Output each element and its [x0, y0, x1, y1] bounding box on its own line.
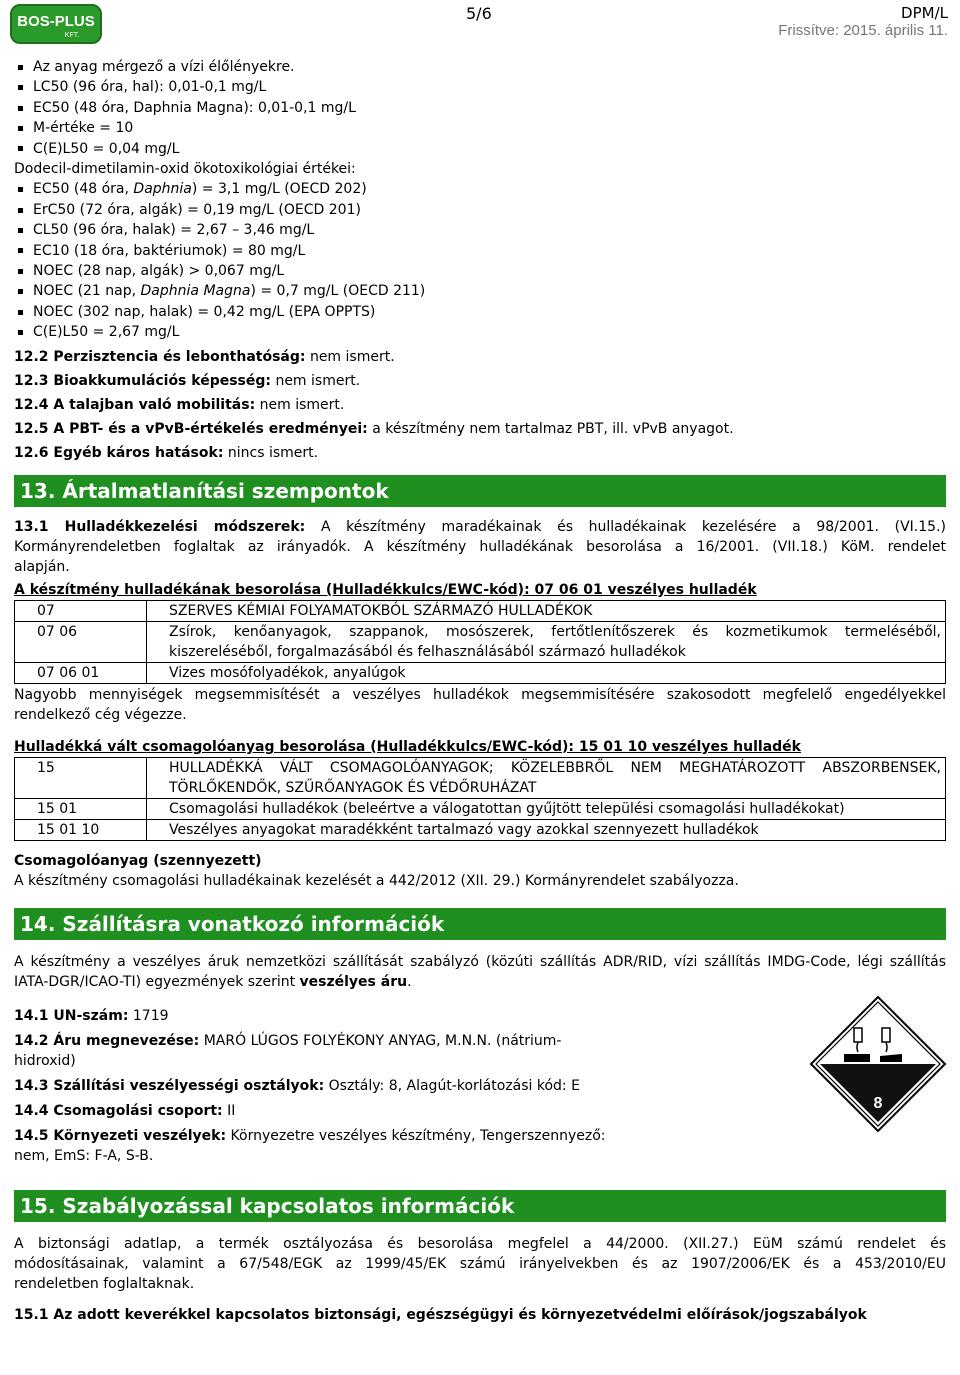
transport-item [14, 1031, 654, 1071]
bullet-text: C(E)L50 = 0,04 mg/L [33, 140, 180, 157]
toxicity-bullet-list [14, 57, 946, 159]
bullet-square-icon [18, 146, 23, 151]
table-row [15, 662, 946, 683]
waste-table-1 [14, 600, 946, 684]
doc-code: DPM/L [901, 4, 948, 22]
subsection-12-item [14, 443, 946, 463]
bullet-text: EC50 (48 óra, Daphnia Magna): 0,01-0,1 mg/L [33, 99, 356, 116]
table-row [15, 621, 946, 662]
table1-heading: A készítmény hulladékának besorolása (Hulladékkulcs/EWC-kód): 07 06 01 veszélyes hulladék [14, 581, 757, 598]
bullet-item [14, 98, 946, 118]
bullet-square-icon [18, 310, 23, 315]
transport-label: 14.1 UN-szám: [14, 1007, 129, 1024]
waste-code-cell: 07 06 01 [15, 662, 147, 683]
dodecil-bullet-list [14, 179, 946, 342]
section-13-1-paragraph [14, 517, 946, 537]
subsection-value: a készítmény nem tartalmaz PBT, ill. vPvB anyagot. [367, 420, 734, 437]
bullet-text: EC10 (18 óra, baktériumok) = 80 mg/L [33, 242, 306, 259]
waste-desc-cell: Zsírok, kenőanyagok, szappanok, mosószerek, fertőtlenítőszerek és kozmetikumok termeléséből, kiszereléséből, forgalmazásából és felhasználásából származó hulladékok [147, 621, 946, 662]
p2-line-0: Nagyobb mennyiségek megsemmisítését a veszélyes hulladékok megsemmisítésére szakosodott megfelelő engedélyekkel [14, 686, 946, 703]
section-14-items [14, 1006, 946, 1186]
transport-item [14, 1076, 654, 1096]
transport-item [14, 1126, 654, 1166]
page-header [0, 0, 960, 50]
subsection-12-item [14, 395, 946, 415]
transport-label: 14.5 Környezeti veszélyek: [14, 1127, 227, 1144]
subsection-12-item [14, 419, 946, 439]
section-14-intro-line-1: A készítmény a veszélyes áruk nemzetközi szállítását szabályzó (közúti szállítás ADR/RID, vízi szállítás IMDG-Code, légi szállítás [14, 953, 946, 970]
transport-item [14, 1006, 654, 1026]
document-body [14, 57, 946, 1325]
waste-desc-cell: Veszélyes anyagokat maradékként tartalmazó vagy azokkal szennyezett hulladékok [147, 819, 946, 840]
bullet-square-icon [18, 289, 23, 294]
bullet-text: NOEC (302 nap, halak) = 0,42 mg/L (EPA OPPTS) [33, 303, 376, 320]
bullet-item [14, 200, 946, 220]
waste-code-cell: 15 01 10 [15, 819, 147, 840]
bullet-square-icon [18, 269, 23, 274]
bullet-text: CL50 (96 óra, halak) = 2,67 – 3,46 mg/L [33, 222, 315, 239]
packaging-heading: Csomagolóanyag (szennyezett) [14, 852, 262, 869]
table2-heading: Hulladékká vált csomagolóanyag besorolása (Hulladékkulcs/EWC-kód): 15 01 10 veszélyes hulladék [14, 738, 801, 755]
waste-desc-cell: SZERVES KÉMIAI FOLYAMATOKBÓL SZÁRMAZÓ HULLADÉKOK [147, 600, 946, 621]
transport-value: II [222, 1102, 236, 1119]
subsection-label: 12.3 Bioakkumulációs képesség: [14, 372, 271, 389]
transport-item [14, 1101, 654, 1121]
transport-value-cont: nem, EmS: F-A, S-B. [14, 1147, 154, 1164]
subsection-12-item [14, 347, 946, 367]
packaging-text: A készítmény csomagolási hulladékainak kezelését a 442/2012 (XII. 29.) Kormányrendelet szabályozza. [14, 872, 739, 889]
bullet-item [14, 281, 946, 301]
table-row [15, 600, 946, 621]
bullet-item [14, 118, 946, 138]
table-row [15, 757, 946, 798]
bullet-item [14, 57, 946, 77]
transport-value-cont: hidroxid) [14, 1052, 76, 1069]
subsection-value: nincs ismert. [223, 444, 319, 461]
subsection-label: 12.4 A talajban való mobilitás: [14, 396, 256, 413]
bullet-square-icon [18, 248, 23, 253]
p1-line-2: alapján. [14, 558, 70, 575]
transport-value: 1719 [128, 1007, 169, 1024]
section-15-1: 15.1 Az adott keverékkel kapcsolatos biztonsági, egészségügyi és környezetvédelmi előírások/jogszabályok [14, 1306, 867, 1323]
p1-line-1: Kormányrendeletben foglaltak az irányadók. A készítmény hulladékának besorolása a 16/2001. (VII.18.) KöM. rendelet [14, 538, 946, 555]
section-14-banner: 14. Szállításra vonatkozó információk [14, 908, 946, 940]
bullet-item [14, 302, 946, 322]
bullet-item [14, 261, 946, 281]
section-13-banner: 13. Ártalmatlanítási szempontok [14, 475, 946, 507]
bullet-square-icon [18, 208, 23, 213]
dodecil-heading: Dodecil-dimetilamin-oxid ökotoxikológiai értékei: [14, 161, 356, 178]
section-14-intro-line-2: IATA-DGR/ICAO-TI) egyezmények szerint veszélyes áru. [14, 973, 412, 990]
bullet-square-icon [18, 330, 23, 335]
subsection-12-item [14, 371, 946, 391]
bullet-text: Az anyag mérgező a vízi élőlényekre. [33, 59, 295, 75]
transport-label: 14.3 Szállítási veszélyességi osztályok: [14, 1077, 325, 1094]
table-row [15, 819, 946, 840]
bullet-item [14, 322, 946, 342]
subsection-value: nem ismert. [305, 348, 395, 365]
section-13-1-label: 13.1 Hulladékkezelési módszerek: [14, 518, 306, 535]
page-number: 5/6 [466, 4, 492, 23]
bullet-square-icon [18, 85, 23, 90]
corrosive-class-8-icon [808, 994, 948, 1134]
transport-value: Osztály: 8, Alagút-korlátozási kód: E [324, 1077, 580, 1094]
bullet-item [14, 179, 946, 199]
bullet-square-icon [18, 126, 23, 131]
s15-line-0: A biztonsági adatlap, a termék osztályozása és besorolása megfelel a 44/2000. (XII.27.) EüM számú rendelet és [14, 1235, 946, 1252]
header-right [778, 4, 948, 40]
transport-value: Környezetre veszélyes készítmény, Tengerszennyező: [226, 1127, 606, 1144]
subsection-value: nem ismert. [271, 372, 361, 389]
logo-text: BOS-PLUS [17, 13, 95, 30]
section-15-banner: 15. Szabályozással kapcsolatos információk [14, 1190, 946, 1222]
subsection-label: 12.5 A PBT- és a vPvB-értékelés eredményei: [14, 420, 368, 437]
waste-desc-cell: HULLADÉKKÁ VÁLT CSOMAGOLÓANYAGOK; KÖZELEBBRŐL NEM MEGHATÁROZOTT ABSZORBENSEK, TÖRLŐKENDŐK, SZŰRŐANYAGOK ÉS VÉDŐRUHÁZAT [147, 757, 946, 798]
waste-code-cell: 15 01 [15, 798, 147, 819]
subsection-value: nem ismert. [255, 396, 345, 413]
bullet-text: M-értéke = 10 [33, 120, 134, 137]
bullet-text: LC50 (96 óra, hal): 0,01-0,1 mg/L [33, 79, 267, 96]
transport-label: 14.2 Áru megnevezése: [14, 1032, 200, 1049]
subsection-label: 12.2 Perzisztencia és lebonthatóság: [14, 348, 306, 365]
pictogram-number: 8 [873, 1094, 883, 1112]
bullet-item [14, 220, 946, 240]
p2-line-1: rendelkező cég végezze. [14, 706, 187, 723]
waste-code-cell: 07 [15, 600, 147, 621]
bullet-item [14, 241, 946, 261]
updated-date: Frissítve: 2015. április 11. [778, 22, 948, 39]
waste-code-cell: 15 [15, 757, 147, 798]
bullet-item [14, 139, 946, 159]
transport-label: 14.4 Csomagolási csoport: [14, 1102, 223, 1119]
bullet-text: ErC50 (72 óra, algák) = 0,19 mg/L (OECD 201) [33, 201, 361, 218]
subsection-label: 12.6 Egyéb káros hatások: [14, 444, 224, 461]
bullet-square-icon [18, 228, 23, 233]
bullet-square-icon [18, 106, 23, 111]
bos-plus-logo [10, 4, 102, 44]
table-row [15, 798, 946, 819]
waste-desc-cell: Vizes mosófolyadékok, anyalúgok [147, 662, 946, 683]
logo-sub: KFT. [64, 32, 80, 39]
bullet-text: NOEC (21 nap, Daphnia Magna) = 0,7 mg/L (OECD 211) [33, 283, 426, 300]
bullet-text: NOEC (28 nap, algák) > 0,067 mg/L [33, 263, 285, 280]
waste-desc-cell: Csomagolási hulladékok (beleértve a válogatottan gyűjtött települési csomagolási hulladékokat) [147, 798, 946, 819]
section-12-subsections [14, 347, 946, 463]
transport-value: MARÓ LÚGOS FOLYÉKONY ANYAG, M.N.N. (nátrium- [199, 1032, 562, 1049]
bullet-text: C(E)L50 = 2,67 mg/L [33, 324, 180, 341]
waste-table-2 [14, 757, 946, 841]
s15-line-1: módosításainak, valamint a 67/548/EGK az 1999/45/EK számú irányelvekben és az 1907/2006/EK és a 453/2010/EU [14, 1255, 946, 1272]
waste-code-cell: 07 06 [15, 621, 147, 662]
bullet-text: EC50 (48 óra, Daphnia) = 3,1 mg/L (OECD 202) [33, 181, 367, 198]
bullet-item [14, 77, 946, 97]
p1-line-0: A készítmény maradékainak és hulladékainak kezelésére a 98/2001. (VI.15.) [305, 518, 946, 535]
s15-line-2: rendeletben foglaltaknak. [14, 1275, 195, 1292]
bullet-square-icon [18, 65, 23, 70]
bullet-square-icon [18, 187, 23, 192]
